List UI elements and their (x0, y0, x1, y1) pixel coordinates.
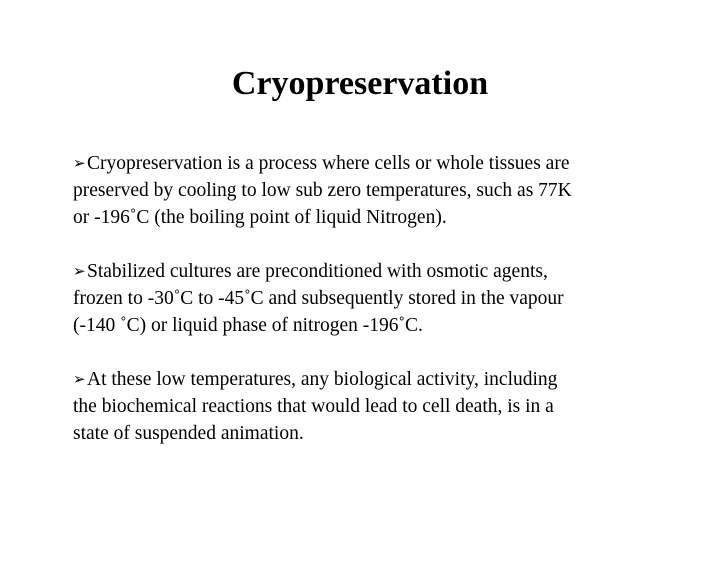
paragraph-line: (-140 ˚C) or liquid phase of nitrogen -196˚C. (73, 315, 423, 336)
paragraph-line: state of suspended animation. (73, 423, 304, 444)
paragraph-line: preserved by cooling to low sub zero temperatures, such as 77K (73, 180, 572, 201)
paragraph-line: or -196˚C (the boiling point of liquid Nitrogen). (73, 207, 447, 228)
paragraph-line (73, 366, 723, 393)
paragraph-line (73, 150, 723, 177)
paragraph-line (73, 258, 723, 285)
slide-title: Cryopreservation (231, 65, 489, 102)
paragraph-line: frozen to -30˚C to -45˚C and subsequently stored in the vapour (73, 288, 564, 309)
line-text: Cryopreservation is a process where cells or whole tissues are (87, 153, 570, 174)
slide-body (73, 150, 723, 474)
paragraph-effect (73, 366, 723, 447)
arrow-bullet-icon: ➢ (73, 370, 86, 388)
paragraph-procedure (73, 258, 723, 339)
line-text: At these low temperatures, any biological activity, including (87, 369, 558, 390)
arrow-bullet-icon: ➢ (73, 154, 86, 172)
paragraph-definition (73, 150, 723, 231)
line-text: Stabilized cultures are preconditioned with osmotic agents, (87, 261, 548, 282)
paragraph-line: the biochemical reactions that would lead to cell death, is in a (73, 396, 554, 417)
arrow-bullet-icon: ➢ (73, 262, 86, 280)
